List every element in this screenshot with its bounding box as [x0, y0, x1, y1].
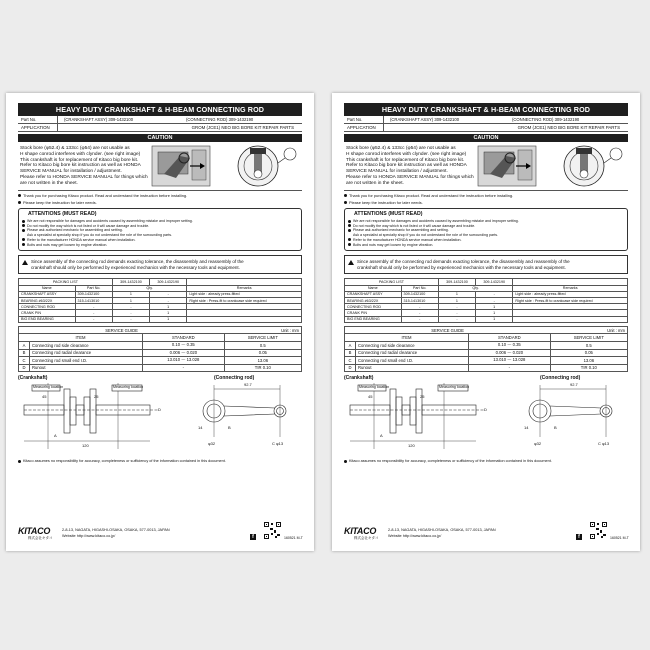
bullet-dot-icon — [22, 238, 25, 241]
packing-cell: Light side : already press-fitted — [187, 291, 302, 297]
caution-title: CAUTION — [18, 134, 302, 142]
service-cell: 13.06 — [224, 357, 301, 365]
attention-text: Bolts and nuts may get loosen by engine vibration. — [27, 242, 108, 247]
packing-cell: BIG END BEARING — [19, 316, 76, 322]
bullet-dot-icon — [348, 229, 351, 232]
dimension-45: 45 — [42, 394, 47, 400]
bullet-dot-icon — [344, 460, 347, 463]
part-label: Part No. — [344, 116, 384, 123]
attention-text: Do not modify the way which is not listed or it will cause damage and trouble. — [353, 223, 476, 228]
service-cell: Connecting rod radial clearance — [30, 349, 143, 357]
connecting-rod-drawing — [529, 385, 612, 437]
attentions-title: ATTENTIONS (MUST READ) — [28, 211, 97, 217]
attention-text: Please ask authorized mechanic for assembling and setting. — [353, 228, 449, 233]
kitaco-logo: KITACO — [18, 526, 51, 536]
kitaco-logo: KITACO — [344, 526, 377, 536]
table-row — [345, 341, 628, 349]
packing-title: PACKING LIST — [345, 279, 439, 285]
service-title: SERVICE GUIDE — [345, 326, 551, 334]
application-value: GROM (JCE1) NEO BIG BORE KIT REPAIR PARTS — [517, 125, 620, 130]
kitaco-logo-sub: 株式会社キタコ — [354, 536, 379, 540]
dimension-14: 14 — [524, 425, 529, 431]
service-cell: Connecting rod side clearance — [356, 341, 469, 349]
table-row — [19, 364, 302, 372]
part-connecting-rod: (CONNECTING ROD) 309-1432190 — [186, 117, 254, 122]
dimension-25: 25 — [94, 394, 99, 400]
dimension-45: 45 — [368, 394, 373, 400]
dimension-a: A — [380, 433, 383, 439]
dimension-32: φ32 — [534, 441, 542, 447]
service-cell: 0.5 — [550, 341, 627, 349]
notice-line: Since assembly of the connecting rod demands exacting tolerance, the disassembly and reassembly of the — [357, 259, 570, 265]
attention-text: Ask a specialist at specialty shop if you do not understand the role of the surrounding parts. — [353, 233, 499, 238]
packing-cell: CRANK PIN — [345, 310, 402, 316]
service-guide-table — [344, 326, 628, 373]
caution-line: Refer to Kitaco big bore kit instruction as well as HONDA — [20, 163, 141, 169]
warning-triangle-icon — [22, 260, 28, 265]
engine-interference-photo — [150, 144, 302, 188]
packing-cell: 1 — [438, 297, 475, 303]
caution-line: Refer to Kitaco big bore kit instruction as well as HONDA — [346, 163, 467, 169]
address-line: 2-8-13, NAGATA, HIGASHI-OSAKA, OSAKA, 577-0013, JAPAN — [62, 528, 170, 532]
service-cell: A — [19, 341, 30, 349]
caution-line: are not written in the sheet. — [346, 180, 404, 186]
footer — [344, 522, 628, 551]
service-cell: 0.10 ～ 0.35 — [469, 341, 551, 349]
service-cell: 0.05 — [550, 349, 627, 357]
packing-cell: - — [476, 291, 513, 297]
caution-section — [344, 142, 628, 191]
dimension-120: 120 — [82, 443, 89, 449]
caution-line: H shape conrod interferes with clynder. (see right image) — [20, 151, 141, 157]
packing-cell: BEARING #63/22X — [19, 297, 76, 303]
service-cell: Runout — [30, 364, 143, 372]
service-header: SERVICE LIMIT — [550, 334, 627, 342]
packing-cell: - — [112, 316, 149, 322]
bullet-dot-icon — [18, 460, 21, 463]
packing-cell: 1 — [150, 304, 187, 310]
technical-drawings — [18, 375, 302, 453]
attentions-box — [18, 208, 302, 251]
bullet-dot-icon — [348, 220, 351, 223]
bullet-dot-icon — [22, 243, 25, 246]
packing-cell: - — [112, 310, 149, 316]
bullet-text: Thank you for purchasing Kitaco product. Read and understand the instruction before installing. — [349, 193, 514, 198]
service-cell: B — [19, 349, 30, 357]
bullet-dot-icon — [344, 194, 347, 197]
packing-header: Name — [345, 285, 402, 291]
packing-cell: - — [150, 297, 187, 303]
bullet-thanks — [344, 193, 628, 198]
packing-header: Name — [19, 285, 76, 291]
caution-section — [18, 142, 302, 191]
caution-line: Stock bore (φ52.4) & 133cc (φ54) are not usable as — [20, 146, 130, 151]
packing-cell: CRANKSHAFT ASSY — [19, 291, 76, 297]
packing-cell: - — [75, 310, 112, 316]
service-cell: 0.5 — [224, 341, 301, 349]
part-label: Part No. — [18, 116, 58, 123]
packing-cell: - — [75, 304, 112, 310]
sheet-title: HEAVY DUTY CRANKSHAFT & H-BEAM CONNECTING ROD — [344, 103, 628, 116]
measuring-location-1: Measuring location — [359, 385, 390, 390]
application-value: GROM (JCE1) NEO BIG BORE KIT REPAIR PARTS — [191, 125, 294, 130]
part-number-row — [18, 116, 302, 124]
packing-header: Part No. — [75, 285, 112, 291]
dimension-b: B — [554, 425, 557, 431]
bullet-dot-icon — [18, 194, 21, 197]
packing-cell: 1 — [476, 304, 513, 310]
attentions-title: ATTENTIONS (MUST READ) — [354, 211, 423, 217]
address — [388, 528, 496, 539]
dimension-c13: C φ13 — [272, 441, 284, 447]
packing-cell: BEARING #63/22X — [345, 297, 402, 303]
dimension-a: A — [54, 433, 57, 439]
packing-cell — [187, 316, 302, 322]
attention-text: Do not modify the way which is not listed or it will cause damage and trouble. — [27, 223, 150, 228]
dimension-d: D — [158, 407, 161, 413]
packing-cell: 1 — [476, 316, 513, 322]
dimension-92-7: 92.7 — [570, 382, 578, 388]
packing-cell: 1 — [112, 297, 149, 303]
service-cell: C — [345, 357, 356, 365]
service-header: SERVICE LIMIT — [224, 334, 301, 342]
disclaimer — [344, 459, 628, 463]
packing-cell: - — [112, 304, 149, 310]
bullet-text: Please keep the instruction for later needs. — [23, 200, 97, 205]
dimension-120: 120 — [408, 443, 415, 449]
part-number-row — [344, 116, 628, 124]
caution-line: SERVICE MANUAL for installation / adjustment. — [346, 169, 448, 175]
packing-cell — [513, 316, 628, 322]
service-header: STANDARD — [469, 334, 551, 342]
packing-col-crank: 309-1432100 — [438, 279, 475, 285]
service-cell: 13.010 ～ 13.028 — [143, 357, 225, 365]
bullet-dot-icon — [22, 229, 25, 232]
attention-item — [348, 243, 624, 248]
crankshaft-label: (Crankshaft) — [18, 375, 48, 382]
service-cell: Connecting rod small end I.D. — [356, 357, 469, 365]
disclaimer-text: Kitaco assumes no responsibility for accuracy, completeness or sufficiency of the information contained in this document. — [349, 459, 552, 464]
attentions-box — [344, 208, 628, 251]
warning-triangle-icon — [348, 260, 354, 265]
footer — [18, 522, 302, 551]
table-row — [19, 357, 302, 365]
packing-header: Part No. — [401, 285, 438, 291]
service-cell: Connecting rod radial clearance — [356, 349, 469, 357]
caution-line: SERVICE MANUAL for installation / adjustment. — [20, 169, 122, 175]
bullet-text: Please keep the instruction for later needs. — [349, 200, 423, 205]
dimension-d: D — [484, 407, 487, 413]
service-header: ITEM — [19, 334, 143, 342]
service-guide-table — [18, 326, 302, 373]
service-cell: D — [19, 364, 30, 372]
application-label: APPLICATION — [344, 124, 384, 131]
application-row — [344, 124, 628, 132]
crankshaft-drawing — [350, 383, 484, 449]
packing-cell: 1 — [476, 310, 513, 316]
service-cell: 0.006 ～ 0.020 — [469, 349, 551, 357]
caution-line: are not written in the sheet. — [20, 180, 78, 186]
disclaimer — [18, 459, 302, 463]
packing-cell: - — [438, 304, 475, 310]
packing-title: PACKING LIST — [19, 279, 113, 285]
dimension-92-7: 92.7 — [244, 382, 252, 388]
service-header: ITEM — [345, 334, 469, 342]
connecting-rod-label: (Connecting rod) — [214, 375, 255, 382]
attention-item — [22, 243, 298, 248]
connecting-rod-label: (Connecting rod) — [540, 375, 581, 382]
table-row — [345, 316, 628, 322]
service-cell: - — [469, 364, 551, 372]
bullet-keep — [18, 200, 302, 205]
caution-line: This crankshaft is for replacement of Kitaco big bore kit. — [346, 157, 465, 163]
disclaimer-text: Kitaco assumes no responsibility for accuracy, completeness or sufficiency of the information contained in this document. — [23, 459, 226, 464]
crankshaft-label: (Crankshaft) — [344, 375, 374, 382]
service-unit: Unit : mm — [550, 326, 627, 334]
service-cell: 13.010 ～ 13.028 — [469, 357, 551, 365]
attention-text: Please ask authorized mechanic for assembling and setting. — [27, 228, 123, 233]
attention-text: We are not responsible for damages and accidents caused by assembling mistake and improper setting. — [27, 219, 193, 223]
service-title: SERVICE GUIDE — [19, 326, 225, 334]
document-code: 160521 M-T — [284, 536, 303, 540]
packing-cell: BIG END BEARING — [345, 316, 402, 322]
measuring-location-2: Measuring location — [439, 385, 470, 390]
packing-header: Qty. — [438, 285, 513, 291]
measuring-location-2: Measuring location — [113, 385, 144, 390]
caution-line: Please refer to HONDA SERVICE MANUAL for things which — [346, 174, 474, 180]
attention-text: Bolts and nuts may get loosen by engine vibration. — [353, 242, 434, 247]
document-code: 160521 M-T — [610, 536, 629, 540]
dimension-25: 25 — [420, 394, 425, 400]
engine-interference-photo — [476, 144, 628, 188]
application-label: APPLICATION — [18, 124, 58, 131]
packing-cell: - — [150, 291, 187, 297]
bullet-dot-icon — [348, 224, 351, 227]
table-row — [345, 357, 628, 365]
bullet-dot-icon — [348, 238, 351, 241]
packing-list-table — [18, 278, 302, 322]
service-cell: 0.006 ～ 0.020 — [143, 349, 225, 357]
service-cell: TIR 0.10 — [224, 364, 301, 372]
bullet-thanks — [18, 193, 302, 198]
packing-col-rod: 309-1432190 — [476, 279, 513, 285]
service-cell: Connecting rod small end I.D. — [30, 357, 143, 365]
packing-cell: - — [476, 297, 513, 303]
service-cell: TIR 0.10 — [550, 364, 627, 372]
table-row — [345, 349, 628, 357]
table-row — [345, 364, 628, 372]
bullet-keep — [344, 200, 628, 205]
sheet-title: HEAVY DUTY CRANKSHAFT & H-BEAM CONNECTING ROD — [18, 103, 302, 116]
qr-code-icon — [264, 522, 281, 539]
tolerance-notice — [344, 255, 628, 274]
caution-line: H shape conrod interferes with clynder. (see right image) — [346, 151, 467, 157]
packing-header: Remarks — [187, 285, 302, 291]
table-row — [19, 316, 302, 322]
address-line: 2-8-13, NAGATA, HIGASHI-OSAKA, OSAKA, 577-0013, JAPAN — [388, 528, 496, 532]
packing-header: Qty. — [112, 285, 187, 291]
facebook-icon: f — [250, 534, 256, 540]
packing-cell: 309-1432100 — [401, 291, 438, 297]
attention-text: We are not responsible for damages and accidents caused by assembling mistake and improper setting. — [353, 219, 519, 223]
packing-cell: Right side : Press-fit to crankcase side required — [187, 297, 302, 303]
caution-text — [346, 146, 472, 187]
bullet-dot-icon — [22, 220, 25, 223]
service-cell: A — [345, 341, 356, 349]
packing-cell: 1 — [438, 291, 475, 297]
dimension-14: 14 — [198, 425, 203, 431]
attention-text: Refer to the manufacturer HONDA service manual when installation. — [353, 237, 462, 242]
packing-cell: 1 — [150, 310, 187, 316]
service-cell: - — [143, 364, 225, 372]
packing-cell: 315-1413010 — [75, 297, 112, 303]
attention-text: Refer to the manufacturer HONDA service manual when installation. — [27, 237, 136, 242]
packing-col-crank: 309-1432100 — [112, 279, 149, 285]
service-header: STANDARD — [143, 334, 225, 342]
packing-cell: CONNECTING ROD — [345, 304, 402, 310]
facebook-icon: f — [576, 534, 582, 540]
caution-line: This crankshaft is for replacement of Kitaco big bore kit. — [20, 157, 139, 163]
caution-line: Please refer to HONDA SERVICE MANUAL for things which — [20, 174, 148, 180]
caution-text — [20, 146, 146, 187]
dimension-32: φ32 — [208, 441, 216, 447]
website-line: Website http://www.kitaco.co.jp/ — [388, 533, 442, 538]
packing-cell: - — [401, 316, 438, 322]
table-row — [19, 349, 302, 357]
instruction-sheet-left — [6, 93, 314, 551]
packing-list-table — [344, 278, 628, 322]
crankshaft-drawing — [24, 383, 158, 449]
attention-text: Ask a specialist at specialty shop if you do not understand the role of the surrounding parts. — [27, 233, 173, 238]
packing-cell: Right side : Press-fit to crankcase side required — [513, 297, 628, 303]
service-cell: Connecting rod side clearance — [30, 341, 143, 349]
packing-cell: 315-1413010 — [401, 297, 438, 303]
packing-col-rod: 309-1432190 — [150, 279, 187, 285]
bullet-dot-icon — [348, 243, 351, 246]
service-cell: B — [345, 349, 356, 357]
notice-line: crankshaft should only be performed by experienced mechanics with the necessary tools and equipment. — [357, 264, 566, 270]
tolerance-notice — [18, 255, 302, 274]
caution-line: Stock bore (φ52.4) & 133cc (φ54) are not usable as — [346, 146, 456, 151]
packing-cell: Light side : already press-fitted — [513, 291, 628, 297]
service-cell: 0.05 — [224, 349, 301, 357]
bullet-dot-icon — [22, 224, 25, 227]
measuring-location-1: Measuring location — [33, 385, 64, 390]
bullet-dot-icon — [344, 201, 347, 204]
packing-header: Remarks — [513, 285, 628, 291]
bullet-dot-icon — [18, 201, 21, 204]
packing-cell: 1 — [112, 291, 149, 297]
bullet-text: Thank you for purchasing Kitaco product. Read and understand the instruction before installing. — [23, 193, 188, 198]
address — [62, 528, 170, 539]
dimension-b: B — [228, 425, 231, 431]
qr-code-icon — [590, 522, 607, 539]
service-cell: 13.06 — [550, 357, 627, 365]
packing-cell: - — [438, 316, 475, 322]
kitaco-logo-sub: 株式会社キタコ — [28, 536, 53, 540]
website-line: Website http://www.kitaco.co.jp/ — [62, 533, 116, 538]
packing-cell: CRANKSHAFT ASSY — [345, 291, 402, 297]
service-cell: C — [19, 357, 30, 365]
instruction-sheet-right — [332, 93, 640, 551]
packing-cell: - — [75, 316, 112, 322]
service-cell: D — [345, 364, 356, 372]
packing-cell: - — [438, 310, 475, 316]
part-connecting-rod: (CONNECTING ROD) 309-1432190 — [512, 117, 580, 122]
technical-drawings — [344, 375, 628, 453]
dimension-c13: C φ13 — [598, 441, 610, 447]
packing-cell: CRANK PIN — [19, 310, 76, 316]
packing-cell: 1 — [150, 316, 187, 322]
service-unit: Unit : mm — [224, 326, 301, 334]
table-row — [19, 341, 302, 349]
part-crankshaft: (CRANKSHAFT ASSY) 309-1432100 — [64, 117, 134, 122]
service-cell: 0.10 ～ 0.35 — [143, 341, 225, 349]
packing-cell: CONNECTING ROD — [19, 304, 76, 310]
connecting-rod-drawing — [203, 385, 286, 437]
packing-cell: - — [401, 310, 438, 316]
service-cell: Runout — [356, 364, 469, 372]
caution-title: CAUTION — [344, 134, 628, 142]
notice-line: crankshaft should only be performed by experienced mechanics with the necessary tools and equipment. — [31, 264, 240, 270]
packing-cell: 309-1432100 — [75, 291, 112, 297]
application-row — [18, 124, 302, 132]
part-crankshaft: (CRANKSHAFT ASSY) 309-1432100 — [390, 117, 460, 122]
packing-cell: - — [401, 304, 438, 310]
notice-line: Since assembly of the connecting rod demands exacting tolerance, the disassembly and reassembly of the — [31, 259, 244, 265]
